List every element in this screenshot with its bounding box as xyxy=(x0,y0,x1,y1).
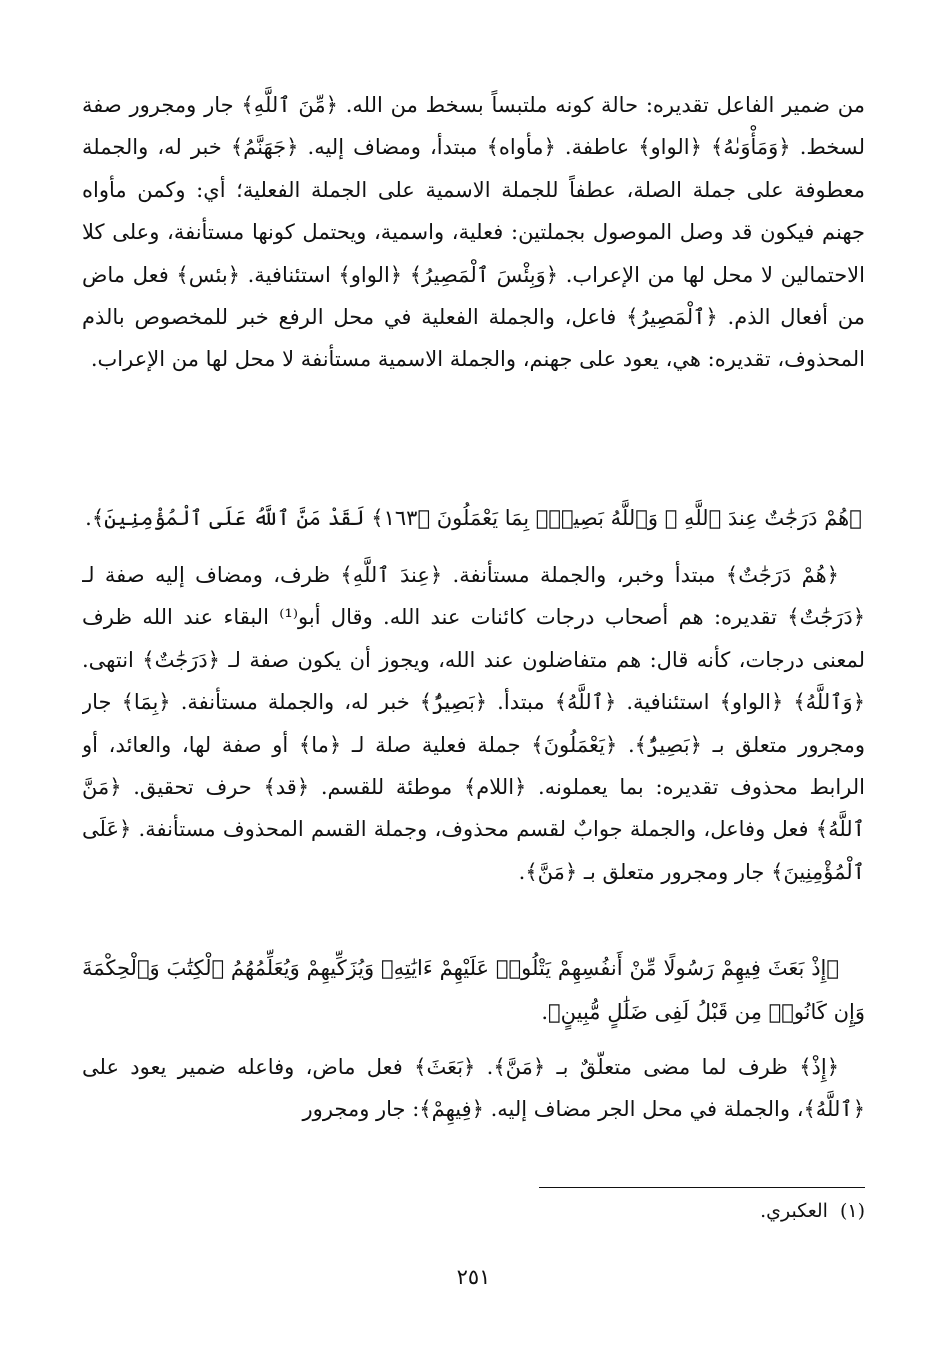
quran-verse-2: ﴿إِذْ بَعَثَ فِيهِمْ رَسُولًا مِّنْ أَنفُسِهِمْ يَتْلُوا۟ عَلَيْهِمْ ءَايَٰتِهِۦ وَيُزَكِّيهِمْ وَيُعَلِّمُهُمُ ٱلْكِتَٰبَ وَٱلْحِكْمَةَ وَإِن كَانُوا۟ مِن قَبْلُ لَفِى ضَلَٰلٍ مُّبِينٍ﴾. xyxy=(82,956,865,1024)
paragraph-1: من ضمير الفاعل تقديره: حالة كونه ملتبساً بسخط من الله. ﴿مِّنَ ٱللَّهِ﴾ جار ومجرور صفة لسخط. ﴿وَمَأْوَىٰهُ﴾ ﴿الواو﴾ عاطفة. ﴿مأواه﴾ مبتدأ، ومضاف إليه. ﴿جَهَنَّمُ﴾ خبر له، والجملة معطوفة على جملة الصلة، عطفاً للجملة الاسمية على الجملة الفعلية؛ أي: وكمن مأواه جهنم فيكون قد وصل الموصول بجملتين: فعلية، واسمية، ويحتمل كونها مستأنفة، وعلى كلا الاحتمالين لا محل لها من الإعراب. ﴿وَبِئْسَ ٱلْمَصِيرُ﴾ ﴿الواو﴾ استئنافية. ﴿بئس﴾ فعل ماض من أفعال الذم. ﴿ٱلْمَصِيرُ﴾ فاعل، والجملة الفعلية في محل الرفع خبر للمخصوص بالذم المحذوف، تقديره: هي، يعود على جهنم، والجملة الاسمية مستأنفة لا محل لها من الإعراب. xyxy=(82,93,865,372)
paragraph-2: ﴿هُمْ دَرَجَٰتٌ﴾ مبتدأ وخبر، والجملة مستأنفة. ﴿عِندَ ٱللَّهِ﴾ ظرف، ومضاف إليه صفة لـ ﴿دَرَجَٰتٌ﴾ تقديره: هم أصحاب درجات كائنات عند الله. وقال أبو⁽¹⁾ البقاء عند الله ظرف لمعنى درجات، كأنه قال: هم متفاضلون عند الله، ويجوز أن يكون صفة لـ ﴿دَرَجَٰتٌ﴾ انتهى. ﴿وَٱللَّهُ﴾ ﴿الواو﴾ استئنافية. ﴿ٱللَّهُ﴾ مبتدأ. ﴿بَصِيرٌۢ﴾ خبر له، والجملة مستأنفة. ﴿بِمَا﴾ جار ومجرور متعلق بـ ﴿بَصِيرٌۢ﴾. ﴿يَعْمَلُونَ﴾ جملة فعلية صلة لـ ﴿ما﴾ أو صفة لها، والعائد، أو الرابط محذوف تقديره: بما يعملونه. ﴿اللام﴾ موطئة للقسم. ﴿قد﴾ حرف تحقيق. ﴿مَنَّ ٱللَّهُ﴾ فعل وفاعل، والجملة جوابٌ لقسم محذوف، وجملة القسم المحذوف مستأنفة. ﴿عَلَى ٱلْمُؤْمِنِينَ﴾ جار ومجرور متعلق بـ ﴿مَنَّ﴾. xyxy=(82,563,865,884)
quran-verse-1: ﴿هُمْ دَرَجَٰتٌ عِندَ ٱللَّهِ ۗ وَٱللَّهُ بَصِيرٌۢ بِمَا يَعْمَلُونَ ﴿١٦٣﴾ لَقَدْ مَنَّ ٱللَّهُ عَلَى ٱلْمُؤْمِنِينَ﴾. xyxy=(85,506,862,530)
paragraph-3: ﴿إِذْ﴾ ظرف لما مضى متعلّقٌ بـ ﴿مَنَّ﴾. ﴿بَعَثَ﴾ فعل ماض، وفاعله ضمير يعود على ﴿ٱللَّهُ﴾، والجملة في محل الجر مضاف إليه. ﴿فِيهِمْ﴾: جار ومجرور xyxy=(82,1055,865,1122)
footnote-number: (١) xyxy=(839,1200,865,1222)
footnote-divider xyxy=(539,1187,865,1188)
footnote xyxy=(760,1196,865,1226)
page-body xyxy=(82,84,865,1130)
page-number: ٢٥١ xyxy=(456,1265,491,1289)
footnote-text: العكبري. xyxy=(760,1200,828,1222)
